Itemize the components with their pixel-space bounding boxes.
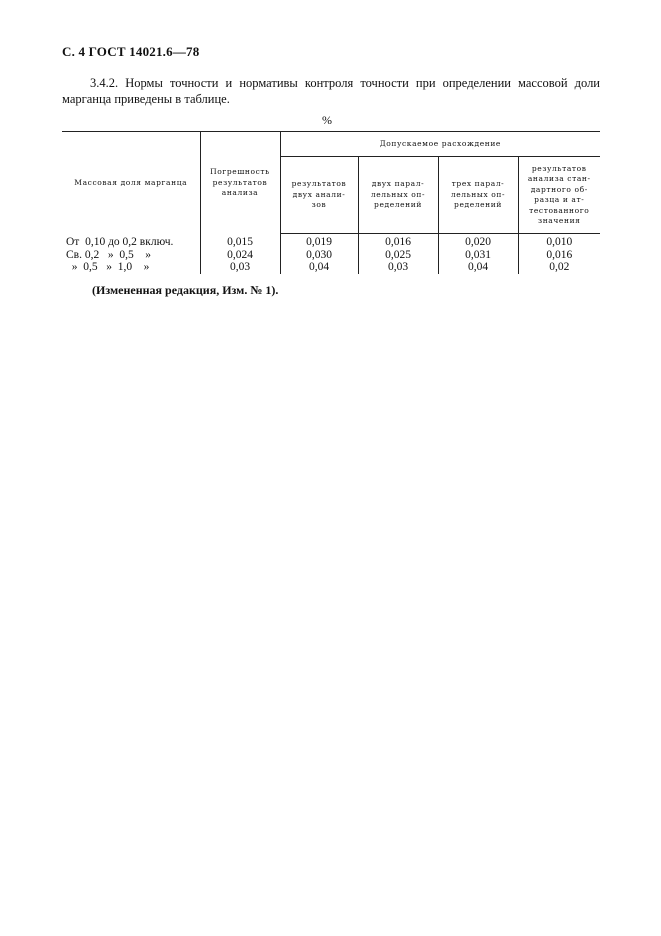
cell-two-analyses: 0,030 xyxy=(280,249,358,262)
header-two-analyses: результатов двух анали-зов xyxy=(280,157,358,234)
header-mass-fraction: Массовая доля марганца xyxy=(62,132,200,234)
header-two-parallel: двух парал-лельных оп-ределений xyxy=(358,157,438,234)
cell-two-analyses: 0,019 xyxy=(280,234,358,249)
paragraph-3-4-2 xyxy=(62,75,600,107)
cell-three-parallel: 0,04 xyxy=(438,261,518,274)
row-label: От 0,10 до 0,2 включ. xyxy=(66,235,174,248)
cell-three-parallel: 0,031 xyxy=(438,249,518,262)
cell-two-parallel: 0,025 xyxy=(358,249,438,262)
cell-standard-sample: 0,010 xyxy=(518,234,600,249)
row-label: Св. 0,2 » 0,5 » xyxy=(66,248,151,261)
cell-error: 0,03 xyxy=(200,261,280,274)
accuracy-table xyxy=(62,131,600,274)
header-standard-sample: результатов анализа стан-дартного об-разца и ат-тестованного значения xyxy=(518,157,600,234)
amendment-note: (Измененная редакция, Изм. № 1). xyxy=(92,283,279,297)
row-label: » 0,5 » 1,0 » xyxy=(66,261,150,273)
header-error: Погрешность результатов анализа xyxy=(200,132,280,234)
cell-error: 0,015 xyxy=(200,234,280,249)
table-row xyxy=(62,234,600,249)
cell-three-parallel: 0,020 xyxy=(438,234,518,249)
header-three-parallel: трех парал-лельных оп-ределений xyxy=(438,157,518,234)
table-row xyxy=(62,249,600,262)
cell-two-analyses: 0,04 xyxy=(280,261,358,274)
cell-two-parallel: 0,03 xyxy=(358,261,438,274)
cell-standard-sample: 0,02 xyxy=(518,261,600,274)
table-row xyxy=(62,261,600,274)
table-unit: % xyxy=(322,113,332,127)
cell-standard-sample: 0,016 xyxy=(518,249,600,262)
paragraph-text: 3.4.2. Нормы точности и нормативы контроля точности при определении массовой доли марганца приведены в таблице. xyxy=(62,76,600,106)
header-allowed-discrepancy: Допускаемое расхождение xyxy=(280,132,600,157)
cell-two-parallel: 0,016 xyxy=(358,234,438,249)
page-header: С. 4 ГОСТ 14021.6—78 xyxy=(62,44,200,59)
cell-error: 0,024 xyxy=(200,249,280,262)
